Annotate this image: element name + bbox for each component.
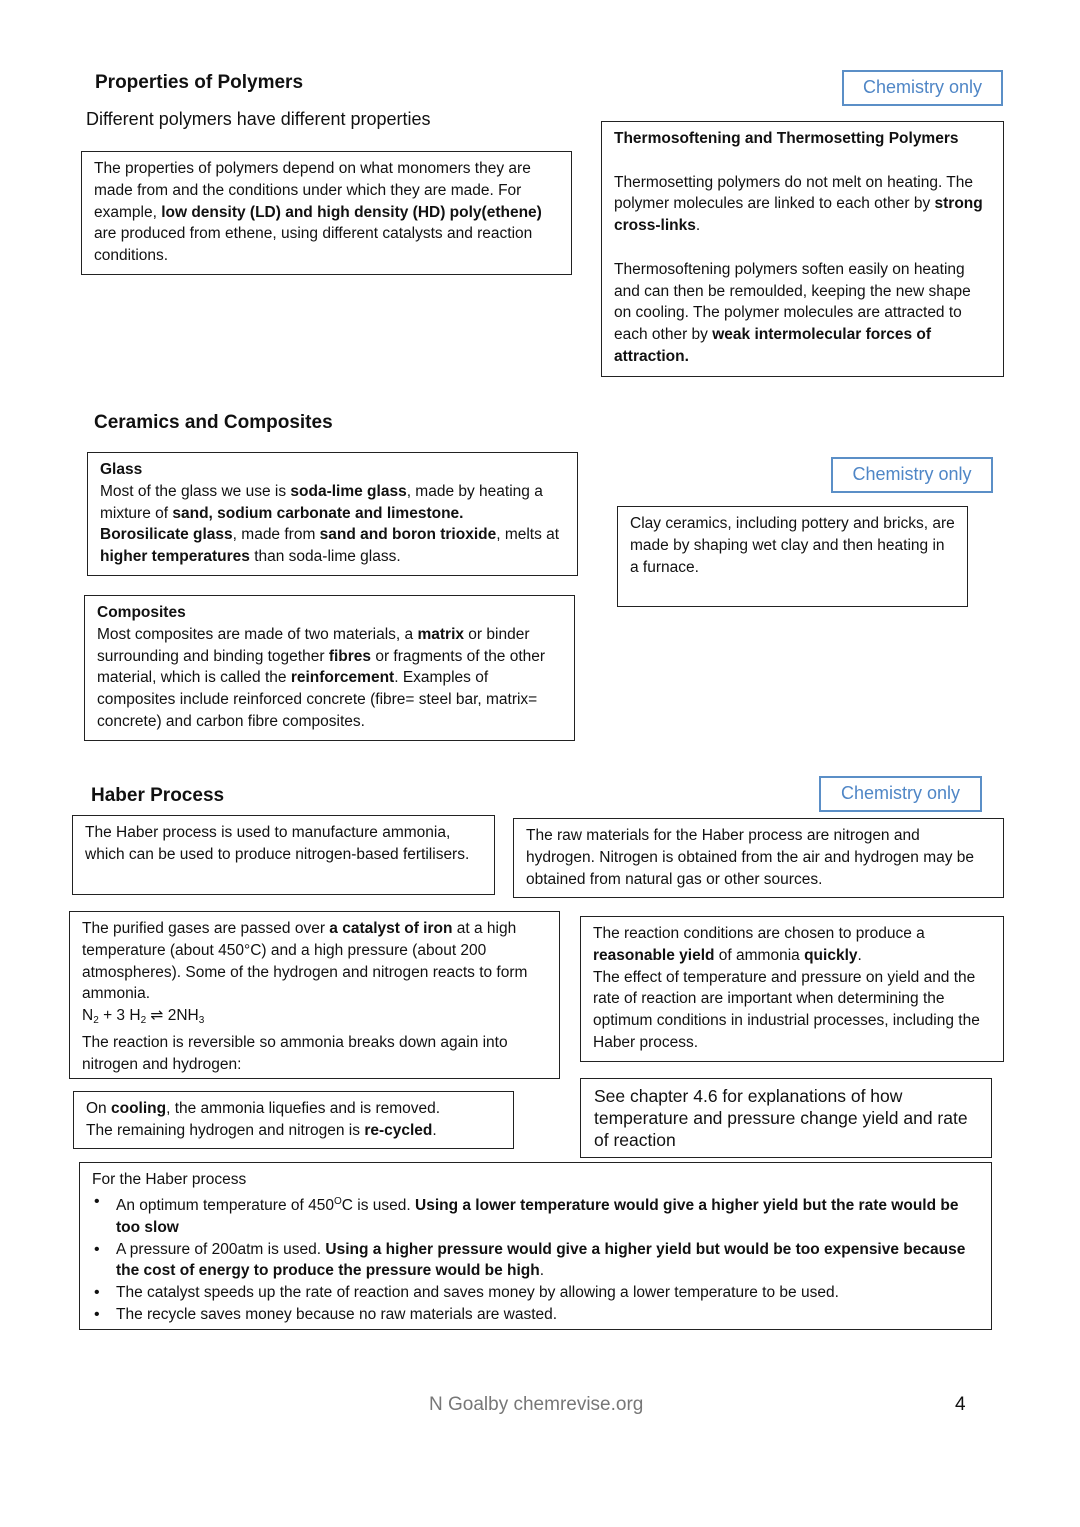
bold-text: fibres [328, 647, 372, 665]
haber-intro-box [72, 815, 495, 895]
composites-box [84, 595, 575, 741]
polymers-subheading: Different polymers have different properties [86, 109, 431, 129]
composites-title: Composites [97, 604, 186, 621]
text: An optimum temperature of 450 [116, 1196, 334, 1214]
text: The purified gases are passed over [82, 920, 330, 937]
text: Most composites are made of two materials, a [97, 625, 418, 643]
page-number: 4 [955, 1394, 966, 1415]
text: or binder surrounding and binding together [97, 625, 530, 665]
text: C is used. [341, 1196, 415, 1214]
text: . Examples of composites include reinforced concrete (fibre= steel bar, matrix= concrete) and carbon fibre composites. [97, 669, 538, 730]
list-item: • The recycle saves money because no raw materials are wasted. [116, 1304, 979, 1326]
reaction-conditions-box [580, 916, 1004, 1062]
thermosetting-paragraph [614, 172, 991, 237]
text: . [857, 946, 862, 964]
text: . [539, 1262, 545, 1280]
bold-text: quickly [804, 946, 858, 964]
text: at a high temperature (about 450°C) and a high pressure (about 200 atmospheres). Some of the hydrogen and nitrogen reacts to form ammonia. [82, 920, 528, 1003]
conditions-effect-text: The effect of temperature and pressure on yield and the rate of reaction are important when determining the optimum conditions in industrial processes, including the Haber process. [593, 968, 980, 1051]
conditions-text [593, 923, 991, 967]
text: or fragments of the other material, which is called the [97, 647, 546, 687]
bold-text: sand and boron trioxide [319, 526, 497, 544]
bold-text: cooling [110, 1100, 167, 1117]
composites-text [97, 624, 562, 733]
bold-text: soda-lime glass [290, 482, 407, 500]
bold-text: reinforcement [290, 669, 395, 687]
bold-text: Borosilicate glass [100, 526, 233, 544]
bold-text: weak intermolecular forces of attraction. [614, 326, 932, 365]
raw-materials-text: The raw materials for the Haber process are nitrogen and hydrogen. Nitrogen is obtained from the air and hydrogen may be obtained from natural gas or other sources. [526, 827, 975, 888]
haber-equation [82, 1005, 547, 1032]
purified-text [82, 918, 547, 1005]
list-item [116, 1191, 979, 1239]
text: of ammonia [714, 946, 805, 964]
text: than soda-lime glass. [249, 548, 401, 566]
purified-gases-box [69, 911, 560, 1079]
haber-summary-box [79, 1162, 992, 1330]
text: . [695, 217, 701, 235]
text: , made from [232, 526, 320, 544]
footer-credit: N Goalby chemrevise.org [429, 1394, 644, 1415]
reversible-text: The reaction is reversible so ammonia breaks down again into nitrogen and hydrogen: [82, 1033, 508, 1073]
cooling-box [73, 1091, 514, 1149]
bold-text: higher temperatures [100, 548, 250, 566]
text: are produced from ethene, using different catalysts and reaction conditions. [94, 225, 533, 265]
recycle-text [86, 1120, 501, 1142]
text: The remaining hydrogen and nitrogen is [86, 1121, 365, 1139]
glass-text [100, 481, 565, 568]
text: . [432, 1121, 437, 1139]
thermosoftening-paragraph [614, 259, 991, 368]
text: , made by heating a mixture of [100, 482, 543, 522]
bold-text: strong cross-links [614, 195, 983, 235]
bold-text: Using a lower temperature would give a higher yield but the rate would be too slow [116, 1196, 959, 1236]
raw-materials-box [513, 818, 1004, 898]
subscript: 3 [198, 1015, 205, 1027]
haber-heading: Haber Process [91, 785, 225, 806]
superscript: O [333, 1195, 342, 1207]
text: On [86, 1100, 111, 1117]
text: A pressure of 200atm is used. [116, 1240, 326, 1258]
clay-ceramics-box [617, 506, 968, 607]
subscript: 2 [93, 1015, 99, 1027]
bold-text: reasonable yield [593, 946, 715, 964]
bold-text: a catalyst of iron [329, 920, 453, 937]
bold-text: low density (LD) and high density (HD) poly(ethene) [161, 203, 542, 221]
summary-title: For the Haber process [92, 1171, 247, 1188]
equilibrium-arrow-icon: ⇌ [146, 1007, 168, 1025]
see-chapter-text: See chapter 4.6 for explanations of how temperature and pressure change yield and rate of reaction [594, 1086, 968, 1150]
text: The properties of polymers depend on what monomers they are made from and the conditions under which they are made. For example, [94, 160, 531, 221]
text: 2NH [167, 1007, 199, 1025]
ceramics-heading: Ceramics and Composites [94, 412, 333, 433]
haber-intro-text: The Haber process is used to manufacture ammonia, which can be used to produce nitrogen-based fertilisers. [85, 824, 470, 863]
see-chapter-box [580, 1078, 992, 1158]
chemistry-only-badge: Chemistry only [831, 457, 993, 493]
list-item [116, 1239, 979, 1283]
bold-text: re-cycled [364, 1121, 433, 1139]
text: Thermosetting polymers do not melt on heating. The polymer molecules are linked to each other by [614, 173, 973, 213]
glass-box [87, 452, 578, 576]
text: N [82, 1007, 94, 1025]
chemistry-only-badge: Chemistry only [819, 776, 982, 812]
text: , the ammonia liquefies and is removed. [166, 1100, 441, 1117]
bold-text: Using a higher pressure would give a higher yield but would be too expensive because the cost of energy to produce the pressure would be high [116, 1240, 966, 1280]
summary-list [92, 1191, 979, 1326]
text: Most of the glass we use is [100, 482, 291, 500]
thermo-title: Thermosoftening and Thermosetting Polymers [614, 130, 959, 147]
thermo-polymers-box [601, 121, 1004, 377]
subscript: 2 [140, 1015, 147, 1027]
chemistry-only-badge: Chemistry only [842, 70, 1003, 106]
text: + 3 H [98, 1007, 141, 1025]
cooling-text [86, 1098, 501, 1120]
glass-title: Glass [100, 461, 143, 478]
text: Thermosoftening polymers soften easily on heating and can then be remoulded, keeping the new shape on cooling. The polymer molecules are attracted to each other by [614, 260, 971, 344]
polymer-properties-box [81, 151, 572, 275]
bold-text: matrix [417, 625, 464, 643]
list-item: • The catalyst speeds up the rate of reaction and saves money by allowing a lower temperature to be used. [116, 1282, 979, 1304]
text: , melts at [496, 526, 560, 544]
clay-text: Clay ceramics, including pottery and bricks, are made by shaping wet clay and then heating in a furnace. [630, 515, 955, 576]
text: The reaction conditions are chosen to produce a [593, 925, 925, 942]
polymers-heading: Properties of Polymers [95, 72, 304, 93]
bold-text: sand, sodium carbonate and limestone. [172, 504, 464, 522]
